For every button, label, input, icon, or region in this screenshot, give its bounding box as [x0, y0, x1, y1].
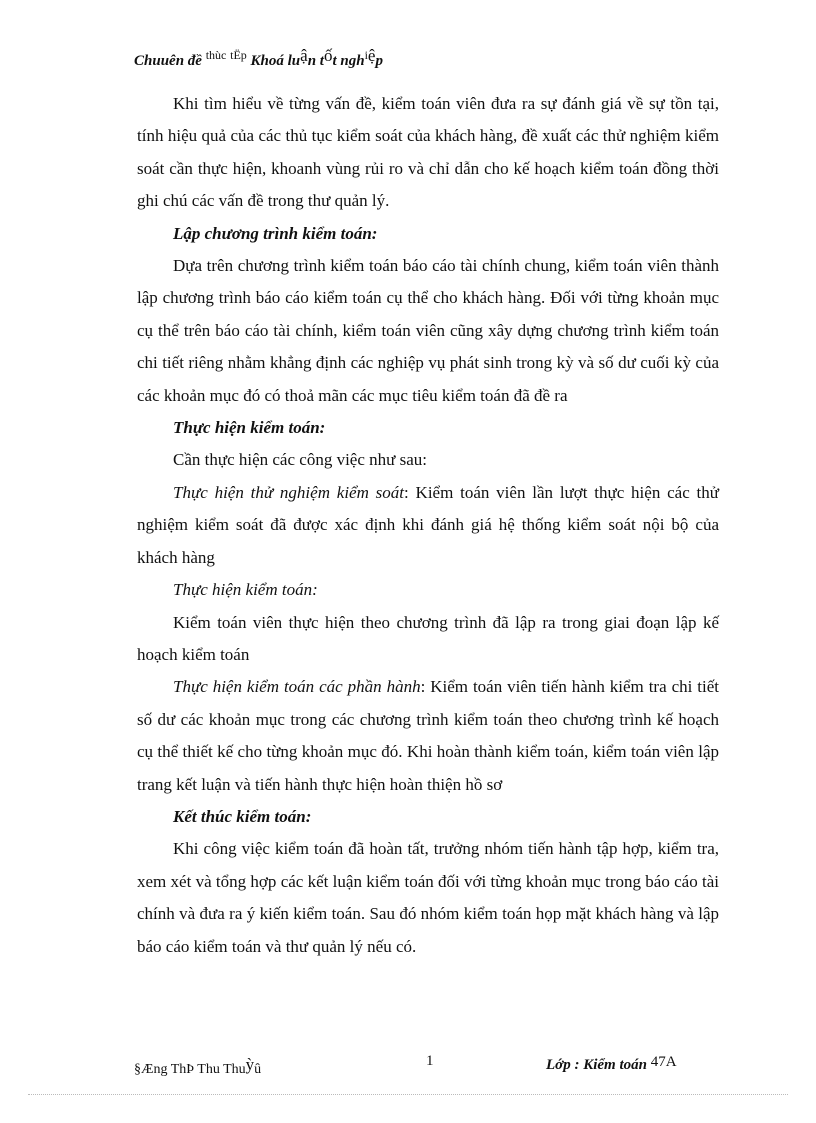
page-header [134, 46, 734, 76]
header-text-8: t ngh [332, 53, 365, 69]
page-break-line [28, 1094, 788, 1095]
footer-author-a: §Æng ThÞ Thu Thu [134, 1062, 246, 1077]
paragraph: Kiểm toán viên thực hiện theo chương trình đã lập ra trong giai đoạn lập kế hoạch kiểm toán [137, 612, 719, 664]
document-body [137, 88, 719, 963]
paragraph [137, 477, 719, 574]
header-text-6: n t [307, 53, 324, 69]
paragraph: Khi tìm hiểu về từng vấn đề, kiểm toán viên đưa ra sự đánh giá về sự tồn tại, tính hiệu quả của các thủ tục kiểm soát của khách hàng, đề xuất các thử nghiệm kiểm soát cần thực hiện, khoanh vùng rủi ro và chỉ dẫn cho kế hoạch kiểm toán đồng thời ghi chú các vấn đề trong thư quản lý. [137, 94, 719, 211]
footer-class [546, 1054, 677, 1074]
paragraph-text: : Kiểm toán viên tiến hành kiểm tra chi tiết số dư các khoản mục trong các chương trình kiểm toán theo chương trình kế hoạch cụ thể thiết kế cho từng khoản mục đó. Khi hoàn thành kiểm toán, kiểm toán viên lập trang kết luận và tiến hành thực hiện hoàn thiện hồ sơ [137, 677, 719, 794]
italic-lead: Thực hiện kiểm toán các phần hành [173, 677, 421, 697]
section-heading: Lập chương trình kiểm toán: [173, 223, 378, 243]
paragraph: Khi công việc kiểm toán đã hoàn tất, trưởng nhóm tiến hành tập hợp, kiểm tra, xem xét và tổng hợp các kết luận kiểm toán đối với từng khoản mục trong báo cáo tài chính và đưa ra ý kiến kiểm toán. Sau đó nhóm kiểm toán họp mặt khách hàng và lập báo cáo kiểm toán và thư quản lý nếu có. [137, 839, 719, 956]
paragraph [137, 671, 719, 801]
header-text-5: ậ [300, 46, 308, 65]
header-text-7: ố [323, 46, 333, 65]
header-text-2: thùc [205, 48, 227, 62]
paragraph-text: : Kiểm toán viên lần lượt thực hiện các thử nghiệm kiểm soát đã được xác định khi đánh giá hệ thống kiểm soát nội bộ của khách hàng [137, 482, 719, 567]
italic-lead: Thực hiện thử nghiệm kiểm soát [173, 482, 405, 502]
footer-author-b: ỳ [245, 1055, 255, 1074]
footer-class-label: Lớp : Kiểm toán [546, 1057, 647, 1073]
header-text-4: Khoá lu [250, 53, 301, 69]
header-text-11: p [375, 53, 383, 69]
paragraph: Cần thực hiện các công việc như sau: [173, 450, 427, 470]
header-text-10: ệ [367, 46, 376, 65]
footer-class-code: 47A [650, 1054, 677, 1070]
header-text-1: Chuuên đề [134, 53, 202, 69]
header-text-3: tËp [230, 48, 247, 62]
section-heading: Thực hiện kiểm toán: [173, 418, 326, 438]
page-number: 1 [426, 1053, 434, 1069]
footer-author-c: û [254, 1062, 262, 1077]
header-text-9: i [364, 48, 368, 62]
section-heading: Kết thúc kiểm toán: [173, 806, 312, 826]
paragraph [137, 574, 719, 606]
footer-author [134, 1055, 262, 1078]
paragraph: Dựa trên chương trình kiểm toán báo cáo tài chính chung, kiểm toán viên thành lập chương trình báo cáo kiểm toán cụ thể cho khách hàng. Đối với từng khoản mục cụ thể trên báo cáo tài chính, kiểm toán viên cũng xây dựng chương trình kiểm toán chi tiết riêng nhằm khẳng định các nghiệp vụ phát sinh trong kỳ và số dư cuối kỳ của các khoản mục đó có thoả mãn các mục tiêu kiểm toán đã đề ra [137, 256, 719, 405]
italic-lead: Thực hiện kiểm toán: [173, 580, 318, 600]
